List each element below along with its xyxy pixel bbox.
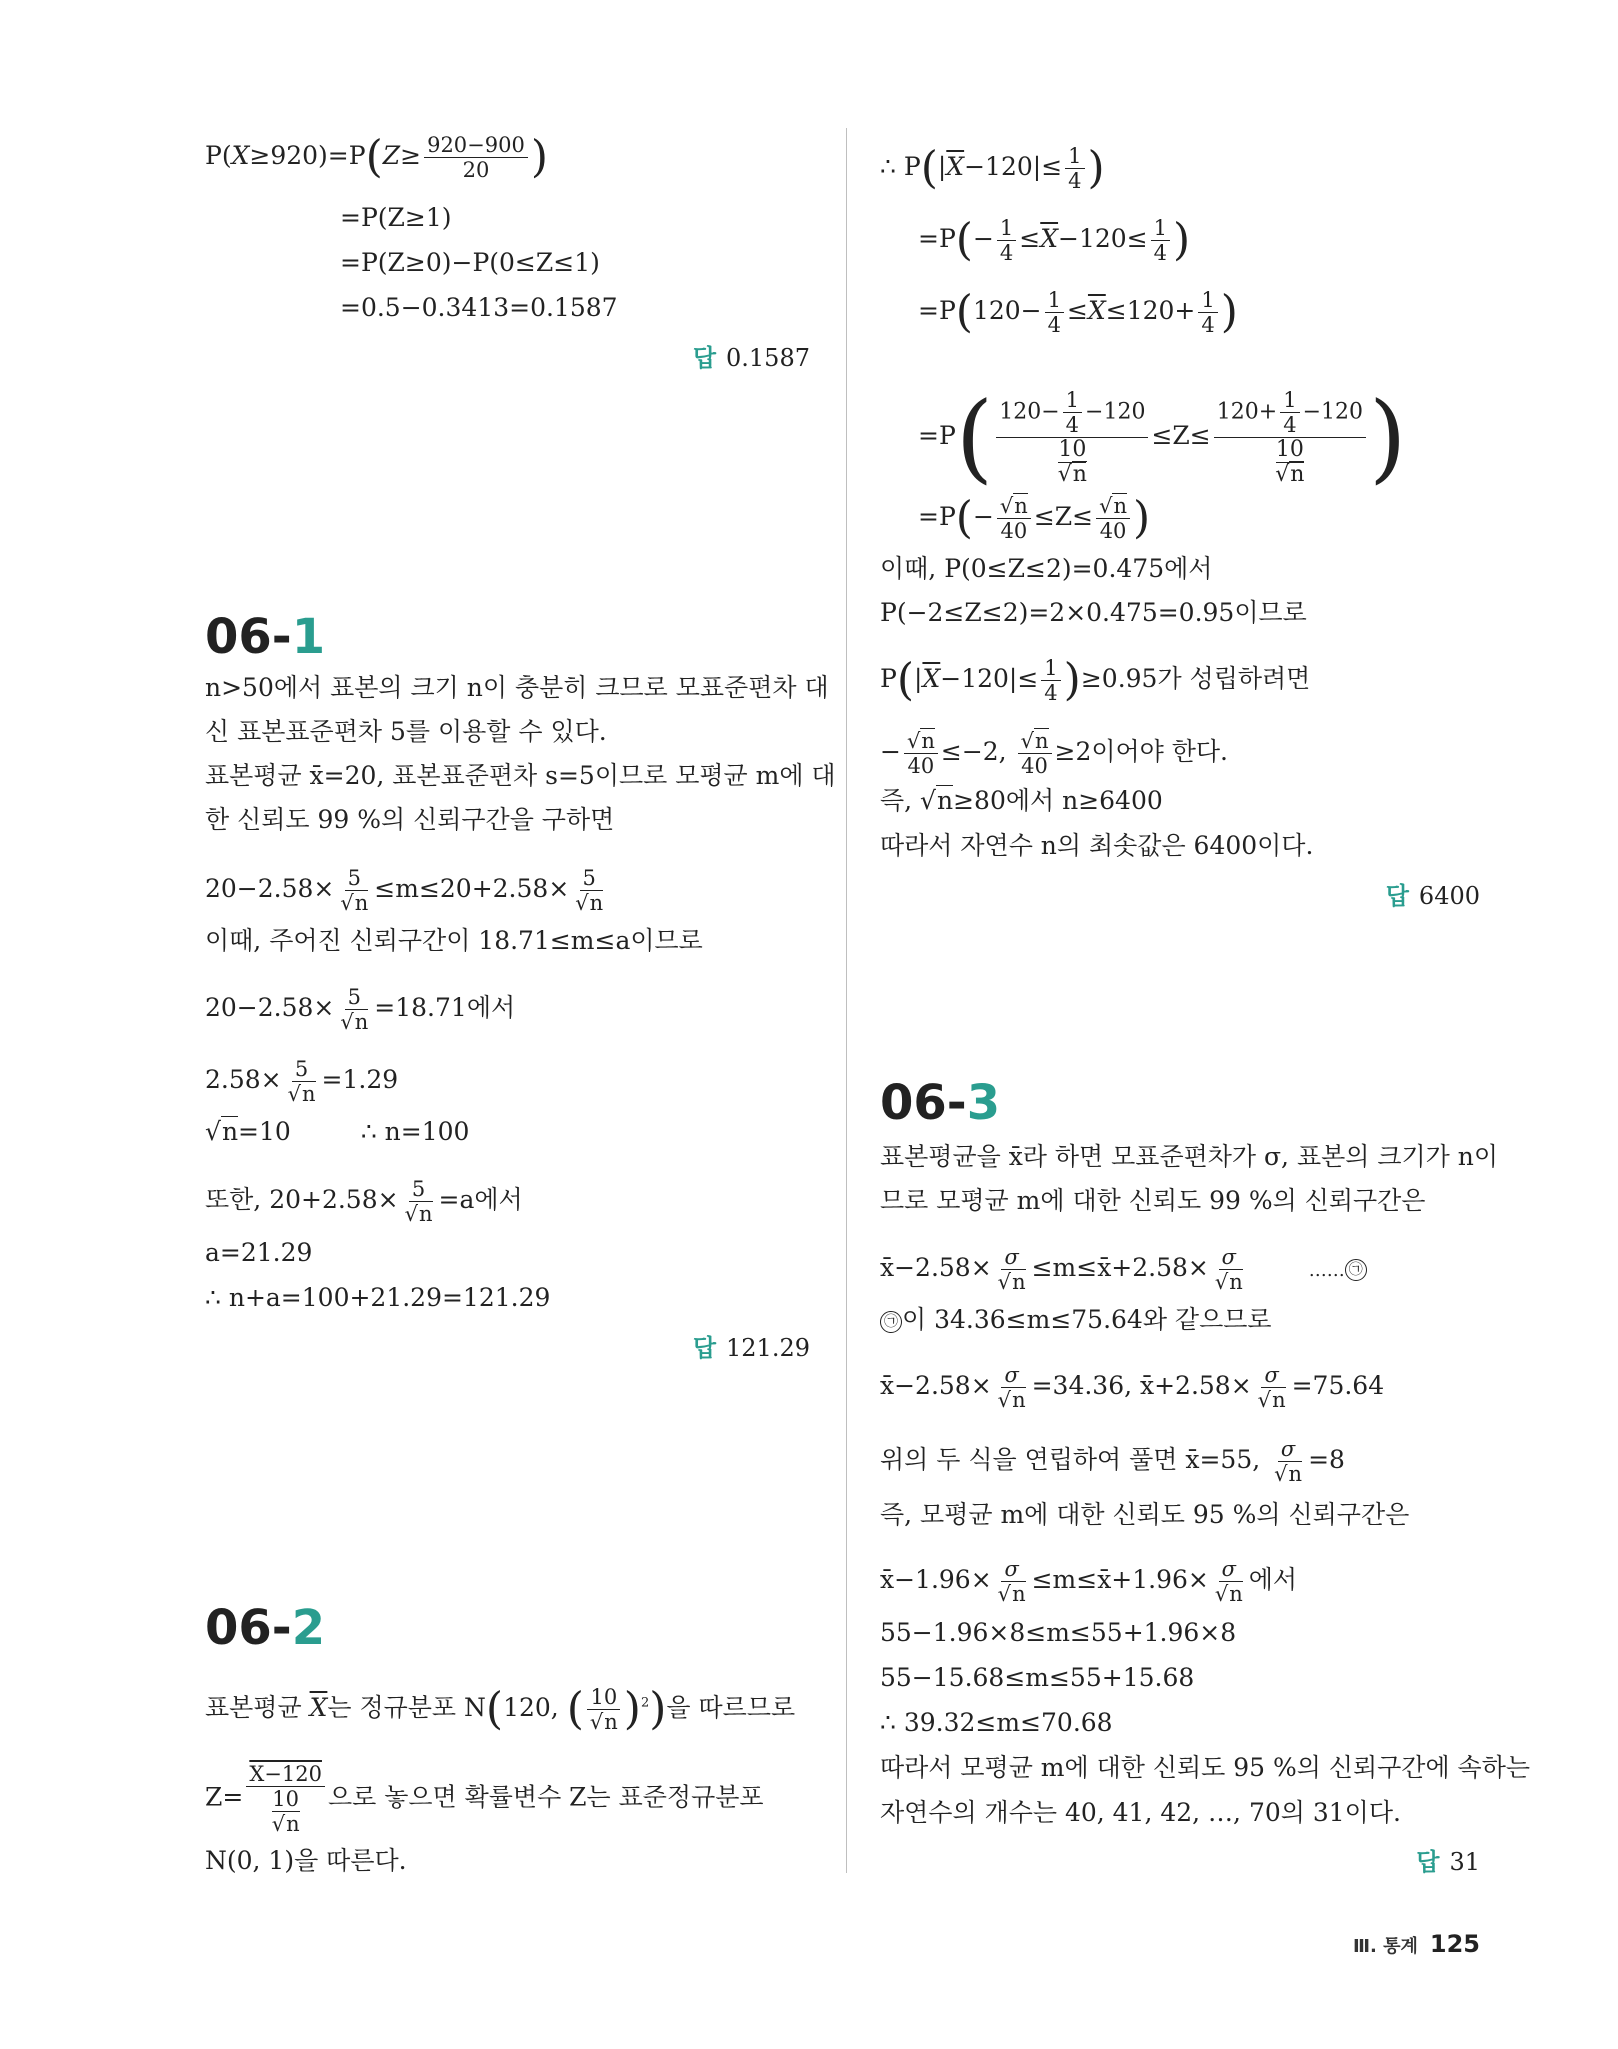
text-06-3-p3: ㉠ 이 34.36≤m≤75.64와 같으므로 <box>880 1305 1272 1335</box>
eq-r-1: ∴ $P(|\overline{X}-120|\le$ $\frac{1}{4}$ ) <box>880 142 1105 194</box>
answer-06-1: 답 121.29 <box>692 1334 810 1362</box>
text-06-2-p2: Z= X−120 10 √n 으로 놓으면 확률변수 Z는 표준정규분포 <box>205 1762 764 1836</box>
text-06-1-p3: 표본평균 x̄=20, 표본표준편차 s=5이므로 모평균 m에 대 <box>205 761 836 790</box>
text-06-1-p4: 한 신뢰도 99 %의 신뢰구간을 구하면 <box>205 805 615 834</box>
eq-06-3-95: x̄−1.96× $\frac{\sigma}{√n}$ ≤m≤x̄+1.96× $\frac{\sigma}{√n}$ 에서 <box>880 1557 1298 1606</box>
eq-06-3-bounds: x̄−2.58× $\frac{\sigma}{√n}$ =34.36, x̄+2.58× $\frac{\sigma}{√n}$ =75.64 <box>880 1363 1385 1412</box>
text-06-2-p1: 표본평균 $\overline{X}$는 정규분포 N(120, ( $\frac{10}{√n}$ )$^2$)을 따르므로 <box>205 1683 796 1735</box>
heading-06-1: 06-1 <box>205 609 326 665</box>
eq-06-1-n: √n=10 ∴ n=100 <box>205 1117 470 1146</box>
text-06-3-p5: 따라서 모평균 m에 대한 신뢰도 95 %의 신뢰구간에 속하는 <box>880 1753 1530 1782</box>
eq-line-2: =P(Z≥1) <box>340 203 452 232</box>
text-r-11: 따라서 자연수 n의 최솟값은 6400이다. <box>880 831 1314 860</box>
eq-r-2: =P(− $\frac{1}{4}$ $\le\overline{X}-120\le$ $\frac{1}{4}$ ) <box>918 214 1191 266</box>
eq-06-3-e6: 55−15.68≤m≤55+15.68 <box>880 1663 1195 1692</box>
text-06-3-p2: 므로 모평균 m에 대한 신뢰도 99 %의 신뢰구간은 <box>880 1186 1426 1215</box>
text-06-3-p1: 표본평균을 x̄라 하면 모표준편차가 σ, 표본의 크기가 n이 <box>880 1142 1498 1171</box>
column-divider <box>846 128 847 1873</box>
eq-px-ge-920: P(X≥920)=P(Z≥ $\frac{920-900}{20}$ ) <box>205 131 549 183</box>
answer-06-3: 답 31 <box>1416 1848 1480 1876</box>
eq-06-1-a: a=21.29 <box>205 1238 313 1267</box>
page-number: 125 <box>1429 1930 1480 1958</box>
eq-06-3-e5: 55−1.96×8≤m≤55+1.96×8 <box>880 1618 1237 1647</box>
text-06-2-p3: N(0, 1)을 따른다. <box>205 1846 407 1875</box>
heading-06-2: 06-2 <box>205 1600 326 1656</box>
eq-06-1-interval: 20−2.58× $\frac{5}{√n}$ ≤m≤20+2.58× $\frac{5}{√n}$ <box>205 866 604 915</box>
text-06-3-p6: 자연수의 개수는 40, 41, 42, …, 70의 31이다. <box>880 1798 1401 1827</box>
eq-06-3-e7: ∴ 39.32≤m≤70.68 <box>880 1708 1113 1737</box>
eq-r-5: =P(− $\frac{√n}{40}$ ≤Z≤ $\frac{√n}{40}$ ) <box>918 492 1151 544</box>
heading-06-3: 06-3 <box>880 1075 1001 1131</box>
eq-line-3: =P(Z≥0)−P(0≤Z≤1) <box>340 248 600 277</box>
text-r-10: 즉, √n≥80에서 n≥6400 <box>880 786 1163 815</box>
eq-06-1-solve: 2.58× $\frac{5}{√n}$ =1.29 <box>205 1057 399 1106</box>
eq-r-4: =P( 120− $\frac{1}{4}$ −120 10 √n ≤Z≤ 120+ $\frac{1}{4}$ −120 10 √n ) <box>918 381 1407 494</box>
text-06-1-p1: n>50에서 표본의 크기 n이 충분히 크므로 모표준편차 대 <box>205 673 829 702</box>
text-r-8: $P(|\overline{X}-120|\le$ $\frac{1}{4}$ )≥0.95가 성립하려면 <box>880 654 1311 706</box>
text-r-7: P(−2≤Z≤2)=2×0.475=0.95이므로 <box>880 598 1307 627</box>
eq-r-3: =P(120− $\frac{1}{4}$ $\le\overline{X}\le 120+$ $\frac{1}{4}$ ) <box>918 286 1238 338</box>
eq-06-1-upper: 또한, 20+2.58× $\frac{5}{√n}$ =a에서 <box>205 1177 523 1226</box>
eq-06-3-solve: 위의 두 식을 연립하여 풀면 x̄=55, $\frac{\sigma}{√n}$ =8 <box>880 1437 1345 1486</box>
eq-06-3-interval: x̄−2.58× $\frac{\sigma}{√n}$ ≤m≤x̄+2.58× $\frac{\sigma}{√n}$ …… ㉠ <box>880 1245 1367 1294</box>
text-06-1-p5: 이때, 주어진 신뢰구간이 18.71≤m≤a이므로 <box>205 926 703 955</box>
answer-top-left: 답 0.1587 <box>692 344 810 372</box>
text-06-3-p4: 즉, 모평균 m에 대한 신뢰도 95 %의 신뢰구간은 <box>880 1500 1410 1529</box>
text-06-1-p2: 신 표본표준편차 5를 이용할 수 있다. <box>205 717 607 746</box>
eq-line-4: =0.5−0.3413=0.1587 <box>340 293 618 322</box>
eq-06-1-sum: ∴ n+a=100+21.29=121.29 <box>205 1283 551 1312</box>
page-footer <box>1353 1930 1480 1958</box>
answer-top-right: 답 6400 <box>1385 882 1480 910</box>
eq-06-1-lower: 20−2.58× $\frac{5}{√n}$ =18.71에서 <box>205 985 516 1034</box>
text-r-6: 이때, P(0≤Z≤2)=0.475에서 <box>880 554 1213 583</box>
text-r-9: − $\frac{√n}{40}$ ≤−2, $\frac{√n}{40}$ ≥2이어야 한다. <box>880 729 1228 778</box>
section-label: Ⅲ. 통계 <box>1352 1936 1418 1957</box>
